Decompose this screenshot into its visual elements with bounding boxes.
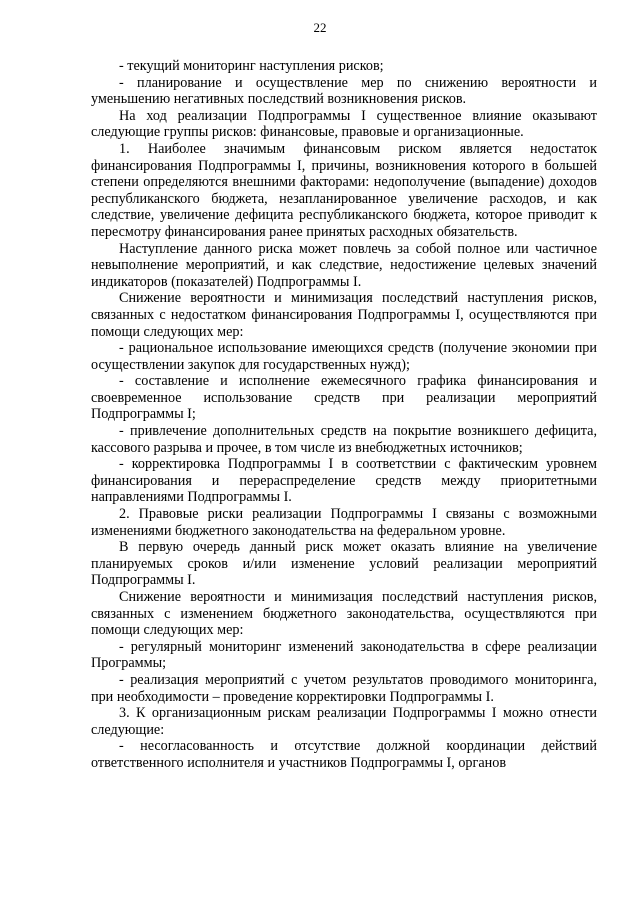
paragraph: - регулярный мониторинг изменений законодательства в сфере реализации Программы; xyxy=(91,638,597,672)
paragraph: Снижение вероятности и минимизация последствий наступления рисков, связанных с недостатком финансирования Подпрограммы I, осуществляются при помощи следующих мер: xyxy=(91,290,597,340)
paragraph: Наступление данного риска может повлечь за собой полное или частичное невыполнение мероприятий, и как следствие, недостижение целевых значений индикаторов (показателей) Подпрограммы I. xyxy=(91,240,597,290)
paragraph: В первую очередь данный риск может оказать влияние на увеличение планируемых сроков и/или изменение условий реализации мероприятий Подпрограммы I. xyxy=(91,539,597,589)
paragraph: - несогласованность и отсутствие должной координации действий ответственного исполнителя и участников Подпрограммы I, органов xyxy=(91,738,597,771)
paragraph: - текущий мониторинг наступления рисков; xyxy=(119,58,384,74)
paragraph: - привлечение дополнительных средств на покрытие возникшего дефицита, кассового разрыва и прочее, в том числе из внебюджетных источников; xyxy=(91,423,597,456)
paragraph: - рациональное использование имеющихся средств (получение экономии при осуществлении закупок для государственных нужд); xyxy=(91,340,597,373)
paragraph: - составление и исполнение ежемесячного графика финансирования и своевременное использование средств при реализации мероприятий Подпрограммы I; xyxy=(91,373,597,423)
document-body xyxy=(91,58,597,772)
paragraph: 1. Наиболее значимым финансовым риском является недостаток финансирования Подпрограммы I, причины, возникновения которого в большей степени определяются внешними факторами: недополучение (выпадение) доходов республиканского бюджета, незапланированное увеличение расходов, и как следствие, увеличение дефицита республиканского бюджета, которое приводит к пересмотру финансирования ранее принятых расходных обязательств. xyxy=(91,140,597,240)
paragraph: Снижение вероятности и минимизация последствий наступления рисков, связанных с изменением бюджетного законодательства, осуществляются при помощи следующих мер: xyxy=(91,589,597,639)
paragraph: - реализация мероприятий с учетом результатов проводимого мониторинга, при необходимости – проведение корректировки Подпрограммы I. xyxy=(91,671,597,705)
paragraph: На ход реализации Подпрограммы I существенное влияние оказывают следующие группы рисков: финансовые, правовые и организационные. xyxy=(91,107,597,141)
paragraph: - корректировка Подпрограммы I в соответствии с фактическим уровнем финансирования и перераспределение средств между приоритетными направлениями Подпрограммы I. xyxy=(91,456,597,506)
paragraph: 3. К организационным рискам реализации Подпрограммы I можно отнести следующие: xyxy=(91,705,597,738)
paragraph: 2. Правовые риски реализации Подпрограммы I связаны с возможными изменениями бюджетного законодательства на федеральном уровне. xyxy=(91,506,597,539)
paragraph: - планирование и осуществление мер по снижению вероятности и уменьшению негативных последствий возникновения рисков. xyxy=(91,74,597,108)
page-number: 22 xyxy=(313,20,327,35)
